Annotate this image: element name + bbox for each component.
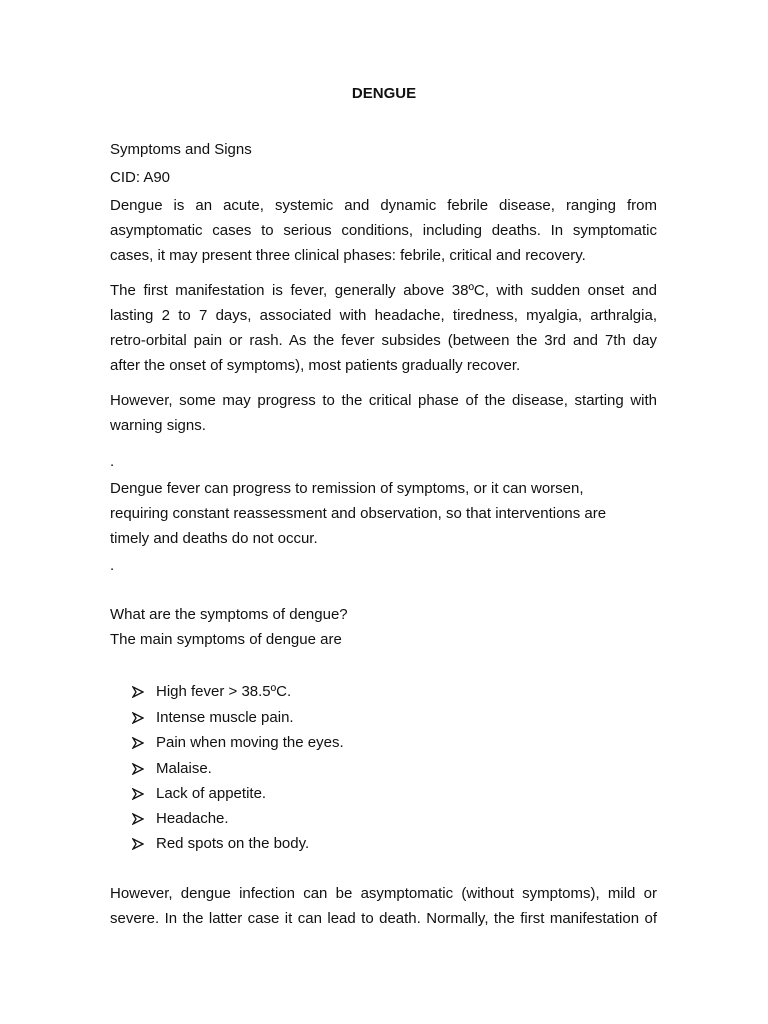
cid-code: CID: A90 — [110, 169, 171, 186]
list-item-text: High fever > 38.5ºC. — [156, 683, 292, 700]
list-item-text: Lack of appetite. — [156, 785, 267, 802]
document-title: DENGUE — [351, 85, 417, 102]
paragraph-line: lasting 2 to 7 days, associated with headache, tiredness, myalgia, arthralgia, — [110, 307, 657, 324]
arrowhead-bullet-icon — [132, 788, 144, 800]
question-heading: What are the symptoms of dengue? — [110, 606, 348, 623]
symptoms-intro: The main symptoms of dengue are — [110, 631, 342, 648]
paragraph-line: timely and deaths do not occur. — [110, 530, 318, 547]
arrowhead-bullet-icon — [132, 813, 144, 825]
list-item-text: Intense muscle pain. — [156, 709, 294, 726]
list-item-text: Malaise. — [156, 760, 212, 777]
list-item-text: Red spots on the body. — [156, 835, 310, 852]
separator-dot: . — [110, 557, 115, 574]
paragraph-line: after the onset of symptoms), most patients gradually recover. — [110, 357, 521, 374]
paragraph-line: cases, it may present three clinical phases: febrile, critical and recovery. — [110, 247, 586, 264]
arrowhead-bullet-icon — [132, 838, 144, 850]
paragraph-line: asymptomatic cases to serious conditions, including deaths. In symptomatic — [110, 222, 657, 239]
arrowhead-bullet-icon — [132, 686, 144, 698]
paragraph-line: retro-orbital pain or rash. As the fever subsides (between the 3rd and 7th day — [110, 332, 657, 349]
section-subtitle: Symptoms and Signs — [110, 141, 252, 158]
list-item-text: Pain when moving the eyes. — [156, 734, 344, 751]
paragraph-line: The first manifestation is fever, generally above 38ºC, with sudden onset and — [110, 282, 657, 299]
paragraph-line: severe. In the latter case it can lead to death. Normally, the first manifestation of — [110, 910, 657, 927]
arrowhead-bullet-icon — [132, 712, 144, 724]
paragraph-line: However, dengue infection can be asymptomatic (without symptoms), mild or — [110, 885, 657, 902]
separator-dot: . — [110, 453, 115, 470]
paragraph-line: Dengue is an acute, systemic and dynamic febrile disease, ranging from — [110, 197, 657, 214]
arrowhead-bullet-icon — [132, 737, 144, 749]
paragraph-line: However, some may progress to the critical phase of the disease, starting with — [110, 392, 657, 409]
paragraph-line: warning signs. — [110, 417, 206, 434]
arrowhead-bullet-icon — [132, 763, 144, 775]
list-item-text: Headache. — [156, 810, 229, 827]
paragraph-line: requiring constant reassessment and observation, so that interventions are — [110, 505, 607, 522]
paragraph-line: Dengue fever can progress to remission of symptoms, or it can worsen, — [110, 480, 584, 497]
